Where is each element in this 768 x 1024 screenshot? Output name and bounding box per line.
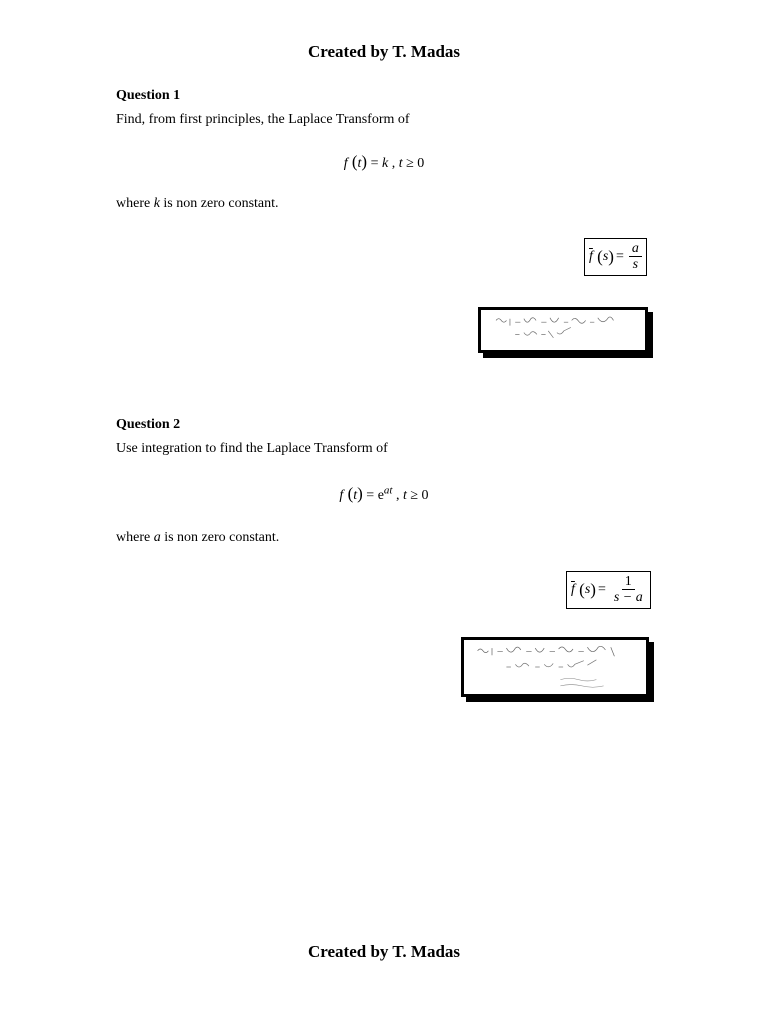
question-2-formula: f $(t) = e^{at}$ , t ≥ 0	[339, 484, 429, 503]
question-2-title: Question 2	[116, 417, 181, 432]
handwritten-working-icon	[464, 640, 646, 694]
question-2-answer-box: $\overline{f}$ ( s ) = $\frac{1}{s - a}$	[566, 571, 651, 609]
question-1-prompt: Find, from first principles, the Laplace Transform of	[116, 112, 410, 127]
question-2-working-image	[461, 637, 649, 697]
question-2-where: where a is non zero constant.	[116, 530, 280, 545]
question-1-title: Question 1	[116, 88, 181, 103]
handwritten-working-icon	[481, 310, 645, 350]
page-header: Created by T. Madas	[307, 42, 461, 61]
question-1-where: where k is non zero constant.	[116, 196, 279, 211]
question-1-formula: f (t) = k , t ≥ 0	[343, 152, 425, 171]
question-1-working-image	[478, 307, 648, 353]
question-1-answer-box: $\overline{f}$ ( s ) = $\frac{a}{s}$	[584, 238, 647, 276]
page-footer: Created by T. Madas	[307, 942, 461, 961]
question-2-prompt: Use integration to find the Laplace Transform of	[116, 441, 388, 456]
